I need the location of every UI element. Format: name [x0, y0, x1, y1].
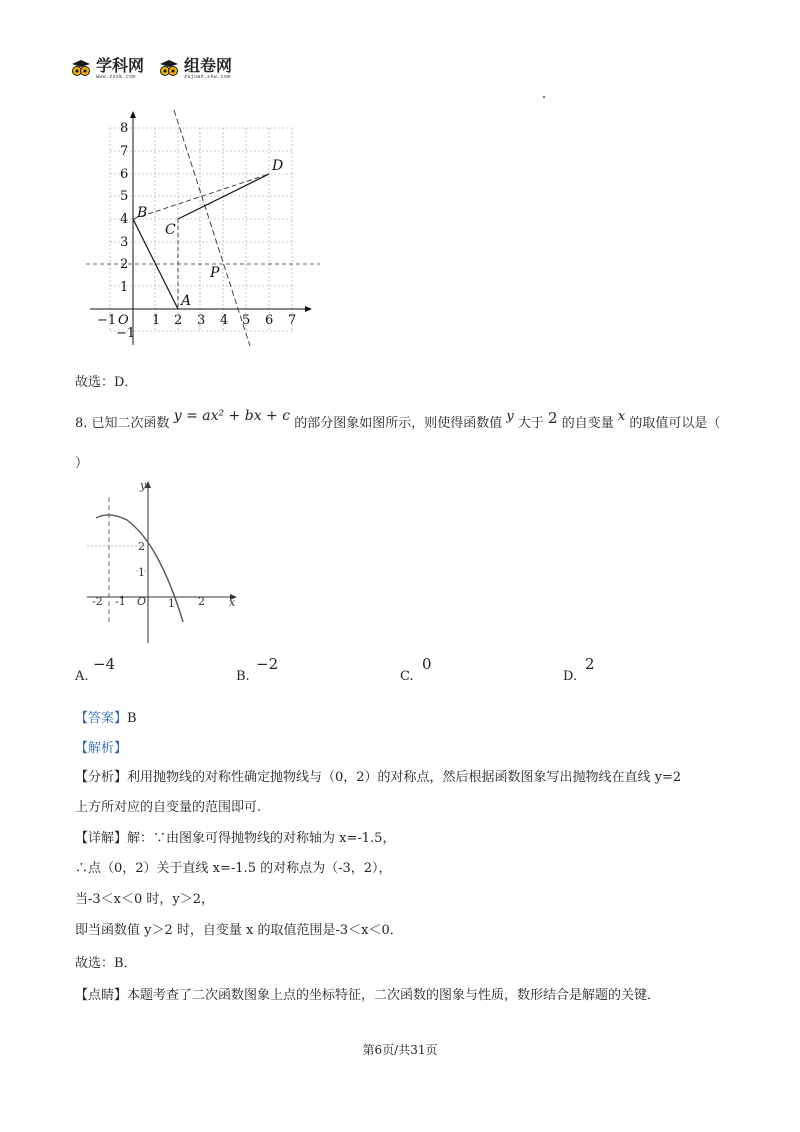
y-tick: 1 [138, 566, 145, 579]
x-tick: 1 [152, 313, 161, 328]
grid-lines [110, 128, 292, 331]
stray-dot [543, 96, 545, 98]
point-labels [136, 158, 283, 309]
y-tick: 2 [138, 540, 145, 553]
owl-icon [70, 60, 92, 78]
fenxi-line1 [75, 766, 681, 785]
logo1-name: 学科网 [96, 56, 145, 75]
x-tick: -2 [92, 595, 103, 608]
y-tick: 7 [120, 144, 129, 159]
question-line [75, 408, 721, 431]
x-tick: O [118, 313, 129, 328]
logo1-url: www.zxxk.com [96, 74, 136, 80]
xiangjie-line2: ∴点（0，2）关于直线 x=-1.5 的对称点为（-3，2）， [75, 861, 392, 876]
y-tick: 2 [120, 257, 129, 272]
header-logos [70, 58, 232, 80]
logo2-url: zujuan.xkw.com [184, 74, 231, 80]
answer-value: B [127, 711, 137, 726]
figure2-graph [82, 475, 247, 650]
y-tick: 1 [120, 280, 129, 295]
zxxk-logo [70, 58, 144, 80]
option-value: −2 [256, 655, 279, 673]
y-axis-arrow [130, 111, 136, 118]
question-formula: y = ax² + bx + c [173, 408, 291, 424]
x-tick: 1 [168, 597, 175, 610]
x-tick: −1 [97, 313, 117, 328]
x-tick: 6 [265, 313, 274, 328]
question-value: 2 [548, 409, 558, 427]
axis-y-label: y [140, 479, 147, 492]
x-tick: 7 [288, 313, 297, 328]
x-tick: -1 [115, 595, 126, 608]
question-var-y: y [506, 409, 514, 424]
logo2-name: 组卷网 [184, 56, 233, 75]
x-tick: 4 [220, 313, 229, 328]
x-tick: 2 [198, 595, 205, 608]
option-value: 0 [422, 655, 432, 673]
dianjing-text: 本题考查了二次函数图象上点的坐标特征，二次函数的图象与性质，数形结合是解题的关键． [127, 988, 661, 1003]
owl-icon [158, 60, 180, 78]
dianjing-tag: 【点睛】 [75, 988, 128, 1003]
point-label-c: C [165, 222, 176, 238]
dianjing-line [75, 984, 660, 1003]
y-tick: 4 [120, 212, 129, 227]
point-label-p: P [210, 265, 220, 281]
x-tick: 3 [197, 313, 206, 328]
y-tick-labels [116, 121, 135, 341]
question-number: 8. [75, 416, 88, 431]
analysis-tag: 【解析】 [75, 741, 128, 756]
dashed-line-bd [133, 174, 269, 219]
page-footer: 第6页/共31页 [362, 1043, 438, 1057]
xiangjie-line5: 故选：B． [75, 956, 137, 971]
fenxi-line2: 上方所对应的自变量的范围即可. [75, 800, 262, 815]
x-tick: 2 [174, 313, 183, 328]
answer-line [75, 707, 137, 726]
xiangjie-tag: 【详解】 [75, 831, 128, 846]
option-letter: B. [236, 669, 250, 684]
question-text: 大于 [517, 416, 544, 431]
option-value: 2 [585, 655, 595, 673]
figure2-labels [92, 479, 236, 610]
x-axis-arrow [305, 306, 312, 312]
point-label-b: B [137, 205, 148, 221]
point-label-d: D [272, 158, 284, 174]
option-letter: A. [75, 669, 89, 684]
dashed-line-p [174, 110, 250, 346]
y-tick: 3 [120, 235, 129, 250]
question-var-x: x [617, 409, 626, 424]
xiangjie-line4: 即当函数值 y＞2 时，自变量 x 的取值范围是-3＜x＜0． [75, 923, 403, 938]
fenxi-tag: 【分析】 [75, 770, 128, 785]
question-text: 的取值可以是（ [629, 416, 721, 431]
y-tick: −1 [116, 326, 136, 341]
axis-x-label: x [229, 596, 236, 609]
answer-tag: 【答案】 [75, 711, 128, 726]
x-tick: O [137, 595, 147, 608]
segment-cd [178, 174, 269, 219]
question-text: 的自变量 [561, 416, 614, 431]
question-close-paren: ） [75, 456, 89, 471]
options-row [75, 655, 725, 685]
y-tick: 5 [120, 189, 129, 204]
question-text: 已知二次函数 [91, 416, 170, 431]
question-text: 的部分图象如图所示，则使得函数值 [294, 416, 503, 431]
option-letter: C. [400, 669, 414, 684]
option-letter: D. [563, 669, 578, 684]
y-tick: 6 [120, 167, 129, 182]
prev-answer: 故选：D． [75, 375, 138, 390]
xiangjie-text: 解：∵由图象可得抛物线的对称轴为 x=-1.5， [127, 831, 396, 846]
fenxi-text: 利用抛物线的对称性确定抛物线与（0，2）的对称点，然后根据函数图象写出抛物线在直线 y=2 [127, 770, 682, 785]
option-value: −4 [93, 655, 116, 673]
figure1-graph [80, 105, 330, 350]
point-label-a: A [181, 293, 192, 309]
xiangjie-line1 [75, 827, 395, 846]
x-tick: 5 [242, 313, 251, 328]
y-tick: 8 [120, 121, 129, 136]
xiangjie-line3: 当-3＜x＜0 时，y＞2， [75, 892, 215, 907]
zujuan-logo [158, 58, 232, 80]
